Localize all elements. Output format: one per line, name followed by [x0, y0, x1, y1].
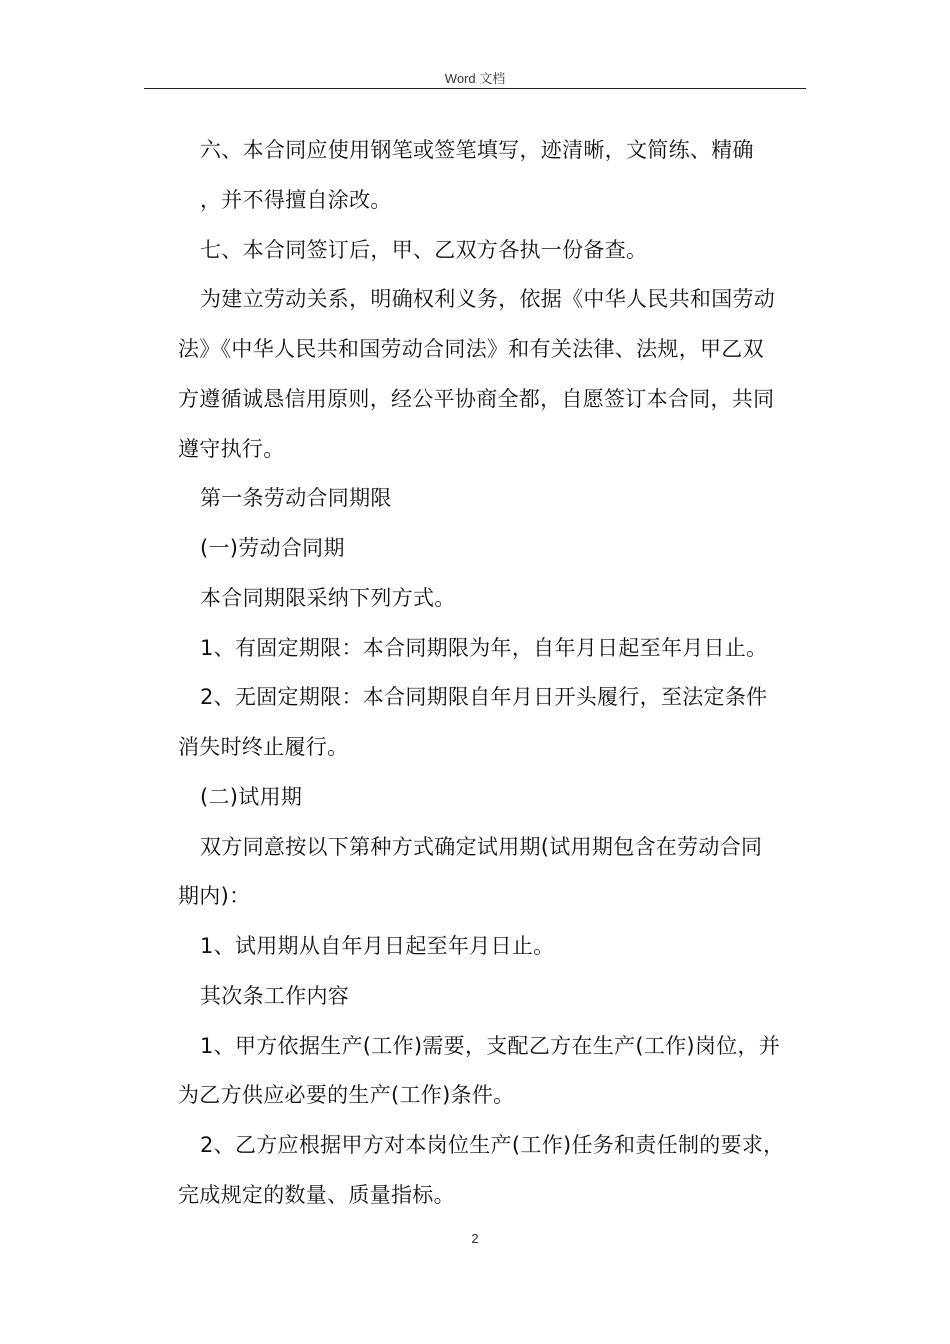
paragraph-line: 为建立劳动关系，明确权利义务，依据《中华人民共和国劳动: [200, 287, 776, 311]
paragraph-line: 七、本合同签订后，甲、乙双方各执一份备查。: [200, 238, 648, 262]
section-heading: 其次条工作内容: [200, 984, 350, 1008]
subsection-heading: (一)劳动合同期: [200, 536, 345, 560]
list-item-continuation: 消失时终止履行。: [178, 735, 349, 759]
paragraph-line: 本合同期限采纳下列方式。: [200, 586, 456, 610]
paragraph-line: 双方同意按以下第种方式确定试用期(试用期包含在劳动合同: [200, 835, 763, 859]
paragraph-line: 期内)：: [178, 884, 251, 908]
list-item-continuation: 为乙方供应必要的生产(工作)条件。: [178, 1083, 515, 1107]
list-item: 1、试用期从自年月日起至年月日止。: [200, 934, 555, 958]
header-divider: [144, 88, 806, 89]
subsection-heading: (二)试用期: [200, 785, 303, 809]
list-item-continuation: 完成规定的数量、质量指标。: [178, 1183, 455, 1207]
list-item: 2、乙方应根据甲方对本岗位生产(工作)任务和责任制的要求，: [200, 1133, 785, 1157]
header-title: Word 文档: [444, 71, 506, 86]
paragraph-line: 法》《中华人民共和国劳动合同法》和有关法律、法规，甲乙双: [178, 337, 764, 361]
paragraph-line: 六、本合同应使用钢笔或签笔填写，迹清晰，文简练、精确: [200, 138, 754, 162]
paragraph-line: 遵守执行。: [178, 437, 285, 461]
paragraph-line: 方遵循诚恳信用原则，经公平协商全都，自愿签订本合同，共同: [178, 387, 775, 411]
paragraph-line: ，并不得擅自涂改。: [200, 188, 392, 212]
list-item: 2、无固定期限：本合同期限自年月日开头履行，至法定条件: [200, 685, 768, 709]
section-heading: 第一条劳动合同期限: [200, 486, 392, 510]
list-item: 1、甲方依据生产(工作)需要，支配乙方在生产(工作)岗位，并: [200, 1034, 781, 1058]
list-item: 1、有固定期限：本合同期限为年，自年月日起至年月日止。: [200, 636, 768, 660]
page-number: 2: [471, 1231, 479, 1246]
